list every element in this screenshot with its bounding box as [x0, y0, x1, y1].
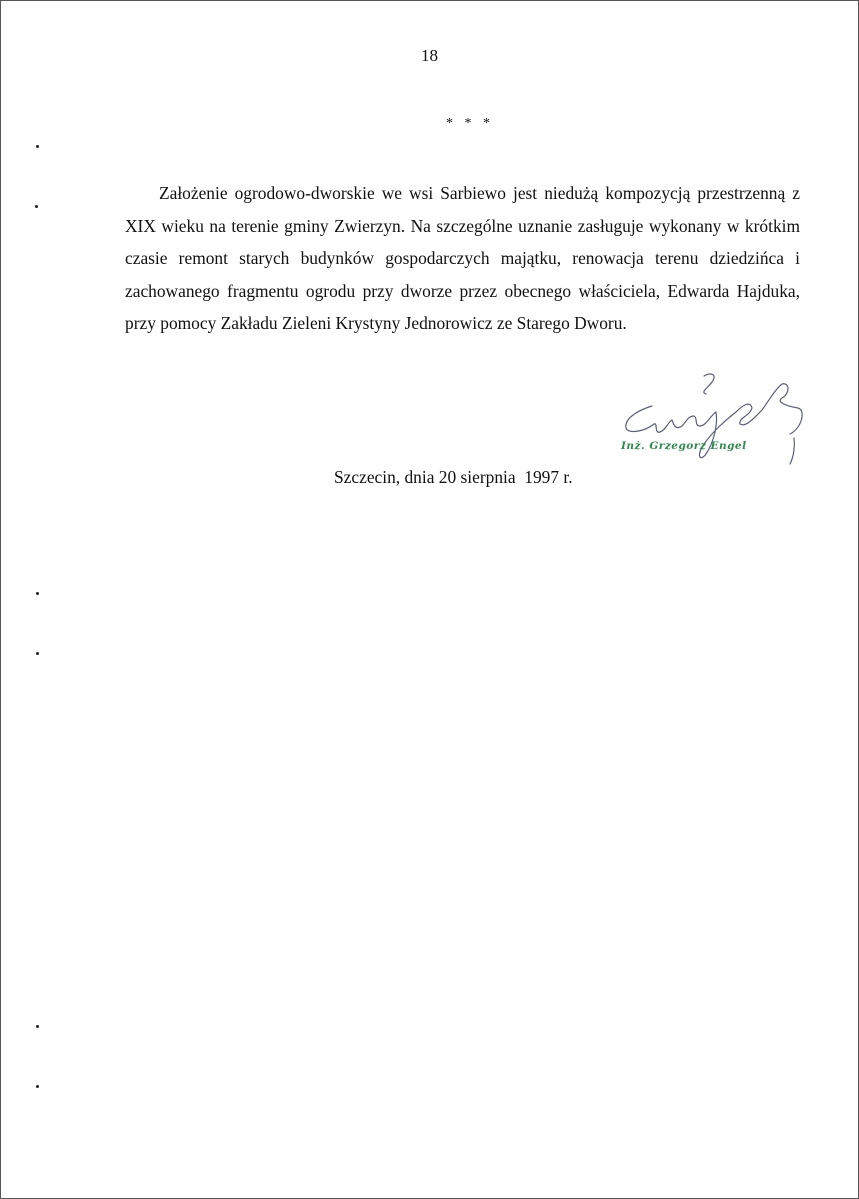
margin-mark [35, 205, 38, 208]
margin-mark [36, 1025, 39, 1028]
engineer-stamp: Inż. Grzegorz Engel [621, 440, 747, 452]
handwritten-signature [614, 372, 814, 467]
margin-mark [36, 652, 39, 655]
body-paragraph: Założenie ogrodowo-dworskie we wsi Sarbiewo jest niedużą kompozycją przestrzenną z XIX wieku na terenie gminy Zwierzyn. Na szczególne uznanie zasługuje wykonany w krótkim czasie remont starych budynków gospodarczych majątku, renowacja terenu dziedzińca i zachowanego fragmentu ogrodu przy dworze przez obecnego właściciela, Edwarda Hajduka, przy pomocy Zakładu Zieleni Krystyny Jednorowicz ze Starego Dworu. [125, 183, 800, 334]
section-separator: * * * [446, 116, 494, 131]
page-number: 18 [421, 46, 438, 65]
margin-mark [36, 592, 39, 595]
margin-mark [36, 145, 39, 148]
date-line: Szczecin, dnia 20 sierpnia 1997 r. [334, 467, 573, 487]
margin-mark [36, 1085, 39, 1088]
